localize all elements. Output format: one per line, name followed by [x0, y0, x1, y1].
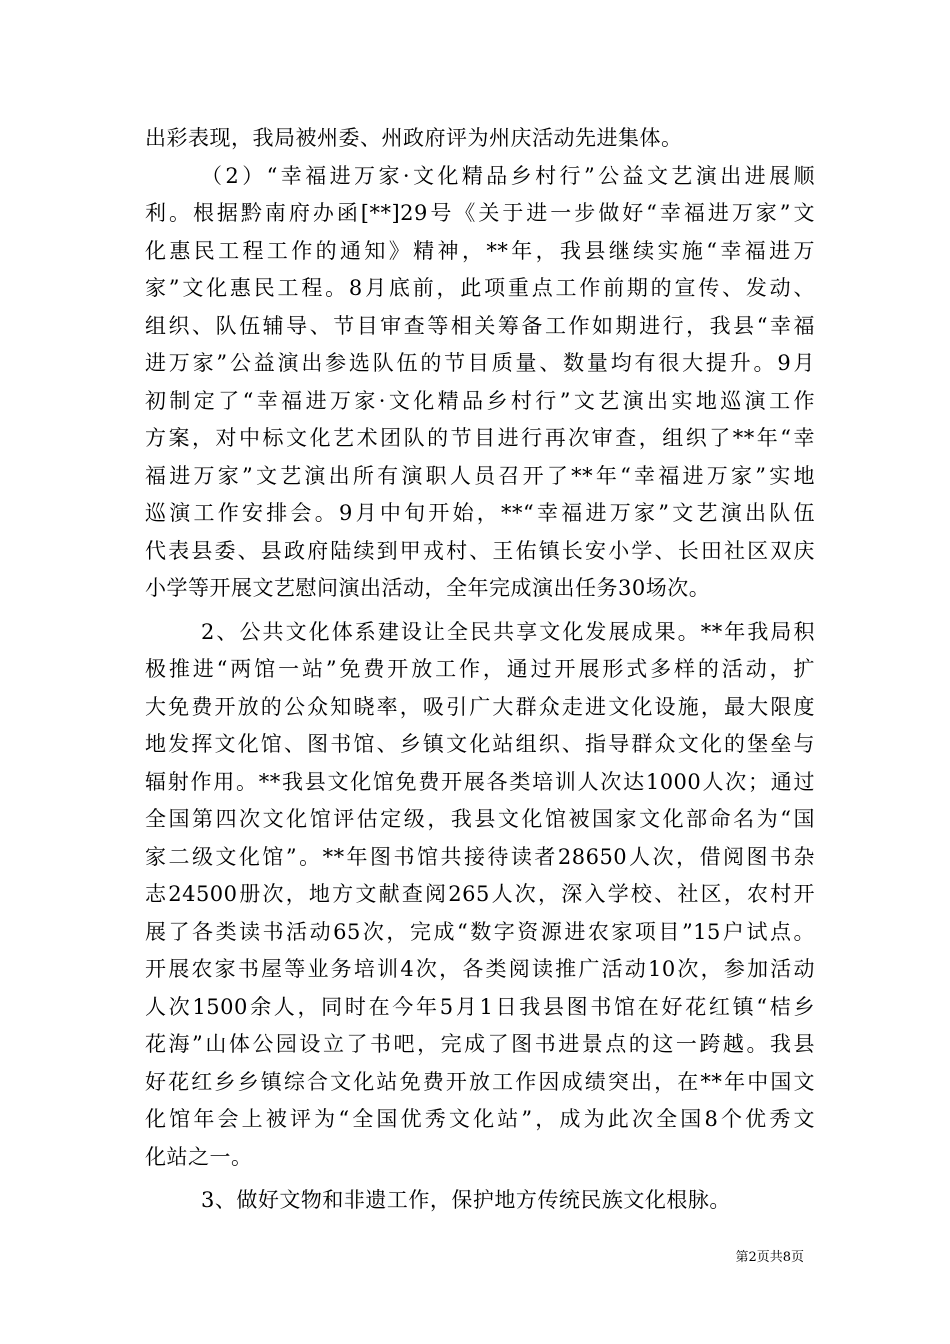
text-line: 化站之一。 — [145, 1144, 253, 1169]
text-line: 极推进“两馆一站”免费开放工作，通过开展形式多样的活动，扩 — [145, 657, 815, 681]
paragraph — [145, 1182, 815, 1220]
paragraph — [145, 120, 815, 158]
text-line: 家二级文化馆”。**年图书馆共接待读者28650人次，借阅图书杂 — [145, 844, 815, 869]
text-line: 展了各类读书活动65次，完成“数字资源进农家项目”15户试点。 — [145, 919, 815, 944]
paragraph — [145, 614, 815, 1177]
text-line: 巡演工作安排会。9月中旬开始，**“幸福进万家”文艺演出队伍 — [145, 501, 815, 525]
text-line: （2）“幸福进万家·文化精品乡村行”公益文艺演出进展顺 — [201, 163, 815, 188]
text-line: 大免费开放的公众知晓率，吸引广大群众走进文化设施，最大限度 — [145, 694, 815, 719]
text-line: 进万家”公益演出参选队伍的节目质量、数量均有很大提升。9月 — [145, 351, 815, 375]
text-line: 小学等开展文艺慰问演出活动，全年完成演出任务30场次。 — [145, 576, 711, 600]
text-line: 志24500册次，地方文献查阅265人次，深入学校、社区，农村开 — [145, 882, 815, 906]
text-line: 利。根据黔南府办函[**]29号《关于进一步做好“幸福进万家”文 — [145, 201, 815, 225]
text-line: 代表县委、县政府陆续到甲戎村、王佑镇长安小学、长田社区双庆 — [145, 538, 815, 563]
text-line: 好花红乡乡镇综合文化站免费开放工作因成绩突出，在**年中国文 — [145, 1069, 815, 1094]
paragraph — [145, 158, 815, 608]
text-line: 福进万家”文艺演出所有演职人员召开了**年“幸福进万家”实地 — [145, 463, 815, 488]
text-line: 花海”山体公园设立了书吧，完成了图书进景点的这一跨越。我县 — [145, 1032, 815, 1056]
text-line: 人次1500余人，同时在今年5月1日我县图书馆在好花红镇“桔乡 — [145, 994, 815, 1019]
text-line: 家”文化惠民工程。8月底前，此项重点工作前期的宣传、发动、 — [145, 276, 815, 300]
text-line: 方案，对中标文化艺术团队的节目进行再次审查，组织了**年“幸 — [145, 426, 815, 450]
text-line: 组织、队伍辅导、节目审查等相关筹备工作如期进行，我县“幸福 — [145, 313, 815, 338]
text-line: 2、公共文化体系建设让全民共享文化发展成果。**年我局积 — [201, 619, 815, 644]
page-number: 第2页共8页 — [735, 1250, 804, 1265]
text-line: 化惠民工程工作的通知》精神，**年，我县继续实施“幸福进万 — [145, 238, 815, 263]
text-line: 地发挥文化馆、图书馆、乡镇文化站组织、指导群众文化的堡垒与 — [145, 732, 815, 756]
text-line: 化馆年会上被评为“全国优秀文化站”，成为此次全国8个优秀文 — [145, 1107, 815, 1131]
text-line: 出彩表现，我局被州委、州政府评为州庆活动先进集体。 — [145, 126, 683, 150]
document-body — [145, 120, 815, 1220]
text-line: 开展农家书屋等业务培训4次，各类阅读推广活动10次，参加活动 — [145, 957, 815, 981]
text-line: 全国第四次文化馆评估定级，我县文化馆被国家文化部命名为“国 — [145, 807, 815, 831]
text-line: 辐射作用。**我县文化馆免费开展各类培训人次达1000人次；通过 — [145, 769, 815, 794]
text-line: 初制定了“幸福进万家·文化精品乡村行”文艺演出实地巡演工作 — [145, 388, 815, 413]
text-line: 3、做好文物和非遗工作，保护地方传统民族文化根脉。 — [201, 1188, 731, 1212]
